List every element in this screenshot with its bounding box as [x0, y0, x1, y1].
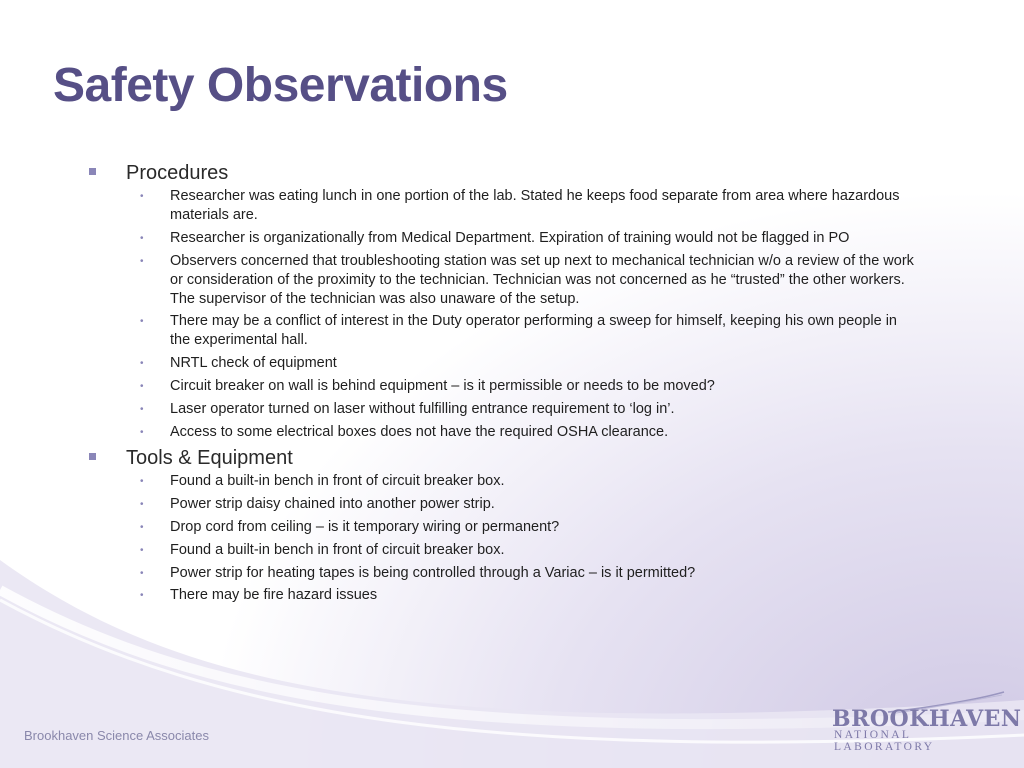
list-item: • There may be fire hazard issues — [140, 587, 378, 604]
list-item: • There may be a conflict of interest in the Duty operator performing a sweep for himself, keeping his own people in the experimental hall. — [140, 313, 897, 349]
list-item: • Found a built-in bench in front of circuit breaker box. — [140, 473, 505, 490]
dot-bullet-icon: • — [140, 316, 144, 328]
list-item: • Laser operator turned on laser without fulfilling entrance requirement to ‘log in’. — [140, 400, 675, 417]
dot-bullet-icon: • — [140, 380, 144, 392]
brookhaven-logo — [826, 690, 1022, 753]
bullet-content — [86, 160, 916, 609]
list-item: • Power strip for heating tapes is being controlled through a Variac – is it permitted? — [140, 564, 696, 581]
tools-equipment-list — [126, 472, 916, 605]
square-bullet-icon — [89, 453, 96, 460]
logo-wordmark: BROOKHAVEN — [832, 706, 1022, 732]
dot-bullet-icon: • — [140, 426, 144, 438]
dot-bullet-icon: • — [140, 358, 144, 370]
dot-bullet-icon: • — [140, 499, 144, 511]
dot-bullet-icon: • — [140, 521, 144, 533]
dot-bullet-icon: • — [140, 544, 144, 556]
list-item: • Circuit breaker on wall is behind equipment – is it permissible or needs to be moved? — [140, 377, 715, 394]
dot-bullet-icon: • — [140, 191, 144, 202]
list-item: • Observers concerned that troubleshooting station was set up next to mechanical technician w/o a review of the work or consideration of the proximity to the technician. Technician was not concerned as he “trusted” the other workers. The supervisor of the technician was also unaware of the setup. — [140, 252, 914, 307]
page-title: Safety Observations — [53, 59, 508, 112]
square-bullet-icon — [89, 168, 96, 175]
list-item: • Power strip daisy chained into another power strip. — [140, 496, 495, 513]
section-heading: Procedures — [126, 162, 229, 184]
list-item: • NRTL check of equipment — [140, 355, 337, 372]
section-heading: Tools & Equipment — [126, 447, 293, 470]
dot-bullet-icon: • — [140, 255, 144, 267]
procedures-list — [126, 187, 916, 442]
dot-bullet-icon: • — [140, 567, 144, 579]
list-item: • Found a built-in bench in front of circuit breaker box. — [140, 541, 505, 558]
list-item: • Researcher was eating lunch in one portion of the lab. Stated he keeps food separate from area where hazardous materials are. — [140, 188, 900, 223]
list-item: • Researcher is organizationally from Medical Department. Expiration of training would not be flagged in PO — [140, 229, 850, 246]
section-procedures — [86, 160, 916, 442]
list-item: • Access to some electrical boxes does not have the required OSHA clearance. — [140, 423, 669, 440]
list-item: • Drop cord from ceiling – is it temporary wiring or permanent? — [140, 518, 560, 535]
footer-organization: Brookhaven Science Associates — [24, 728, 209, 743]
dot-bullet-icon: • — [140, 476, 144, 488]
logo-subtitle: NATIONAL LABORATORY — [834, 729, 935, 753]
dot-bullet-icon: • — [140, 590, 144, 602]
dot-bullet-icon: • — [140, 232, 144, 244]
section-tools-equipment — [86, 445, 916, 605]
dot-bullet-icon: • — [140, 403, 144, 415]
